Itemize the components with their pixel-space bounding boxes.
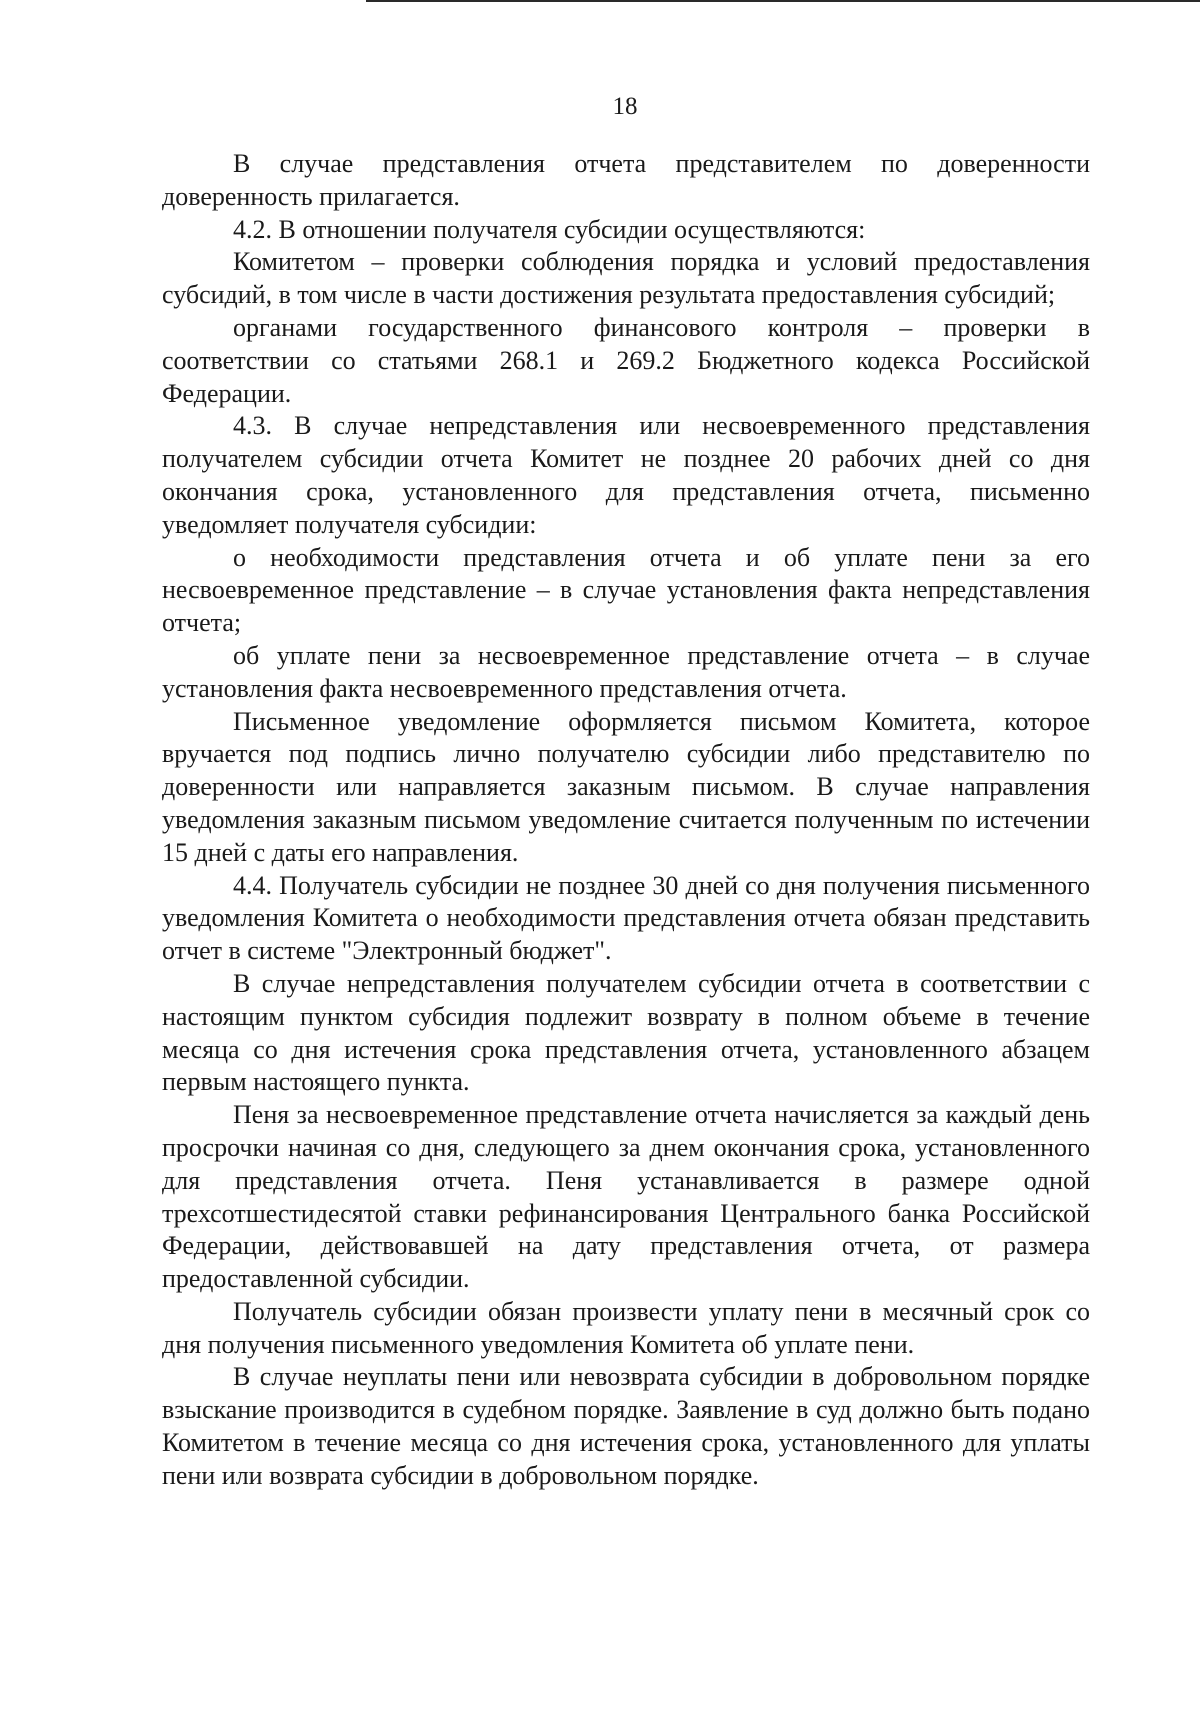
paragraph-committee-checks: Комитетом – проверки соблюдения порядка и условий предоставления субсидий, в том числе в части достижения результата предоставления субсидий;: [162, 247, 1090, 310]
paragraph-written-notice: Письменное уведомление оформляется письмом Комитета, которое вручается под подпись лично получателю субсидии либо представителю по доверенности или направляется заказным письмом. В случае направления уведомления заказным письмом уведомление считается полученным по истечении 15 дней с даты его направления.: [162, 706, 1090, 867]
paragraph-report-by-representative: В случае представления отчета представителем по доверенности доверенность прилагается.: [162, 149, 1090, 211]
paragraph-subsidy-return: В случае непредставления получателем субсидии отчета в соответствии с настоящим пунктом субсидия подлежит возврату в полном объеме в течение месяца со дня истечения срока представления отчета, установленного абзацем первым настоящего пункта.: [162, 968, 1090, 1097]
paragraph-penalty-accrual: Пеня за несвоевременное представление отчета начисляется за каждый день просрочки начиная со дня, следующего за днем окончания срока, установленного для представления отчета. Пеня устанавливается в размере одной трехсотшестидесятой ставки рефинансирования Центрального банка Российской Федерации, действовавшей на дату представления отчета, от размера предоставленной субсидии.: [162, 1100, 1090, 1294]
paragraph-financial-control-checks: органами государственного финансового контроля – проверки в соответствии со статьями 268.1 и 269.2 Бюджетного кодекса Российской Федерации.: [162, 312, 1090, 408]
paragraph-court-recovery: В случае неуплаты пени или невозврата субсидии в добровольном порядке взыскание производится в судебном порядке. Заявление в суд должно быть подано Комитетом в течение месяца со дня истечения срока, установленного для уплаты пени или возврата субсидии в добровольном порядке.: [162, 1362, 1090, 1490]
page-number: 18: [612, 93, 638, 120]
paragraph-notice-need-report: о необходимости представления отчета и об уплате пени за его несвоевременное представление – в случае установления факта непредставления отчета;: [162, 542, 1090, 638]
paragraph-penalty-payment: Получатель субсидии обязан произвести уплату пени в месячный срок со дня получения письменного уведомления Комитета об уплате пени.: [162, 1296, 1090, 1359]
paragraph-4-4: 4.4. Получатель субсидии не позднее 30 дней со дня получения письменного уведомления Комитета о необходимости представления отчета обязан представить отчет в системе "Электронный бюджет".: [162, 870, 1090, 966]
top-border-line: [366, 0, 1200, 2]
document-body: [162, 148, 1090, 1493]
paragraph-notice-penalty: об уплате пени за несвоевременное представление отчета – в случае установления факта несвоевременного представления отчета.: [162, 640, 1090, 703]
paragraph-4-2-heading: 4.2. В отношении получателя субсидии осуществляются:: [233, 214, 866, 244]
paragraph-4-3: 4.3. В случае непредставления или несвоевременного представления получателем субсидии отчета Комитет не позднее 20 рабочих дней со дня окончания срока, установленного для представления отчета, письменно уведомляет получателя субсидии:: [162, 411, 1090, 539]
